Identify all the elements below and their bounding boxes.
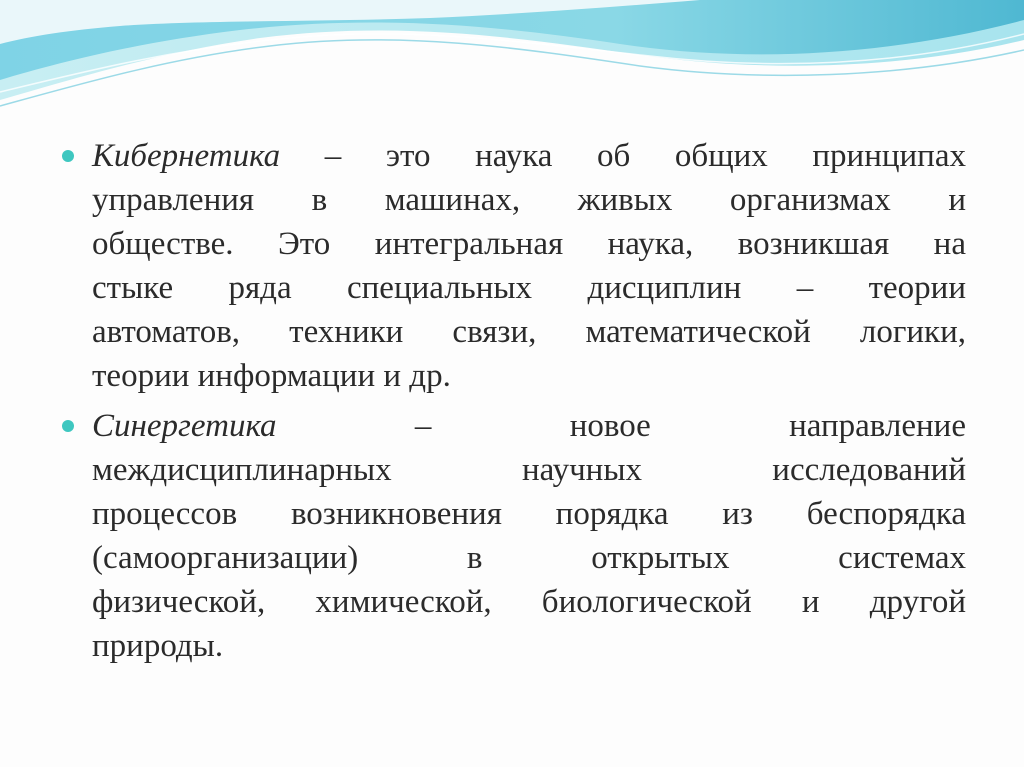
text-line: природы. [92, 628, 224, 664]
text-line: процессов возникновения порядка из беспорядка [92, 496, 966, 532]
text-line: теории информации и др. [92, 358, 451, 394]
text-line: междисциплинарных научных исследований [92, 452, 966, 488]
text-line-content: – это наука об общих принципах [280, 138, 966, 174]
bullet-dot-icon [62, 150, 74, 162]
bullet-item-synergetics [62, 404, 966, 668]
text-line: физической, химической, биологической и другой [92, 584, 966, 620]
wave-decoration [0, 0, 1024, 130]
term-synergetics: Синергетика [92, 408, 277, 444]
text-line [92, 134, 966, 178]
text-line [92, 404, 966, 448]
text-line: стыке ряда специальных дисциплин – теории [92, 270, 966, 306]
text-line: автоматов, техники связи, математической логики, [92, 314, 966, 350]
bullet-list [62, 134, 966, 674]
text-line: (самоорганизации) в открытых системах [92, 540, 966, 576]
text-line-content: – новое направление [276, 408, 966, 444]
text-line: управления в машинах, живых организмах и [92, 182, 966, 218]
text-line: обществе. Это интегральная наука, возникшая на [92, 226, 966, 262]
term-cybernetics: Кибернетика [92, 138, 281, 174]
bullet-dot-icon [62, 420, 74, 432]
bullet-item-cybernetics [62, 134, 966, 398]
